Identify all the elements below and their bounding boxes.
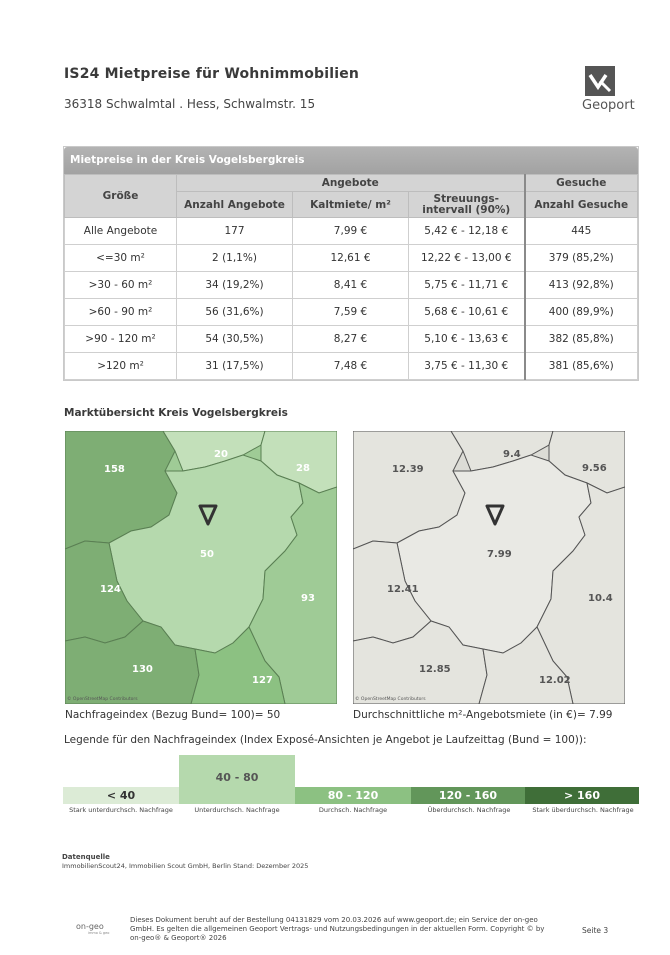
legend-item-label: < 40 [106, 789, 136, 802]
legend-item-label: 80 - 120 [327, 789, 379, 802]
group-gesuche: Gesuche [525, 175, 638, 192]
table-cell: 34 (19,2%) [177, 272, 293, 299]
col-rent-per-sqm: Kaltmiete/ m² [293, 192, 409, 218]
map-label: 10.4 [588, 593, 613, 604]
table-cell: 8,41 € [293, 272, 409, 299]
col-spread: Streuungs- intervall (90%) [409, 192, 525, 218]
table-row [65, 245, 638, 272]
table-cell: 413 (92,8%) [525, 272, 638, 299]
legend-item-description: Stark überdurchsch. Nachfrage [532, 806, 634, 814]
table-cell: 3,75 € - 11,30 € [409, 353, 525, 380]
map-label: 127 [252, 675, 273, 686]
map-label: 93 [301, 593, 315, 604]
table-cell: 7,48 € [293, 353, 409, 380]
map-label: 28 [296, 463, 310, 474]
demand-index-map [65, 431, 337, 704]
map-label: 158 [104, 464, 125, 475]
table-row [65, 353, 638, 380]
table-cell: 400 (89,9%) [525, 299, 638, 326]
table-cell: >30 - 60 m² [65, 272, 177, 299]
legend-item-average [295, 787, 411, 804]
legend-item-description: Unterdurchsch. Nachfrage [194, 806, 280, 814]
legend-item-label: 40 - 80 [215, 771, 259, 784]
page-title: IS24 Mietpreise für Wohnimmobilien [64, 66, 360, 82]
table-cell: <=30 m² [65, 245, 177, 272]
footer-disclaimer: Dieses Dokument beruht auf der Bestellung 04131829 vom 20.03.2026 auf www.geoport.de; ein Service der on-geo GmbH. Es gelten die allgemeinen Geoport Vertrags- und Nutzungsbedingungen in der aktuellen Form. Copyright © by on-geo® & Geoport® 2026 [130, 916, 545, 942]
on-geo-logo [76, 922, 109, 935]
geoport-logo [582, 66, 646, 113]
legend-item-description: Stark unterdurchsch. Nachfrage [69, 806, 173, 814]
demand-index-caption: Nachfrageindex (Bezug Bund= 100)= 50 [65, 709, 281, 721]
table-cell: 12,61 € [293, 245, 409, 272]
table-cell: 12,22 € - 13,00 € [409, 245, 525, 272]
table-cell: 382 (85,8%) [525, 326, 638, 353]
table-caption: Mietpreise in der Kreis Vogelsbergkreis [64, 147, 638, 174]
map-label: 9.56 [582, 463, 607, 474]
table-cell: 379 (85,2%) [525, 245, 638, 272]
map-label: 20 [214, 449, 228, 460]
legend-item-high [411, 787, 525, 804]
market-overview-title: Marktübersicht Kreis Vogelsbergkreis [64, 407, 288, 419]
map-credit: © OpenStreetMap Contributors [67, 697, 138, 702]
table-cell: 381 (85,6%) [525, 353, 638, 380]
table-row [65, 272, 638, 299]
table-cell: 7,99 € [293, 218, 409, 245]
map-label: 50 [200, 549, 214, 560]
location-pin-icon [197, 503, 219, 527]
map-label: 12.41 [387, 584, 419, 595]
table-cell: 5,68 € - 10,61 € [409, 299, 525, 326]
table-cell: 56 (31,6%) [177, 299, 293, 326]
table-cell: >120 m² [65, 353, 177, 380]
table-cell: 5,10 € - 13,63 € [409, 326, 525, 353]
map-label: 12.02 [539, 675, 571, 686]
legend-item-low [179, 755, 295, 804]
table-cell: 54 (30,5%) [177, 326, 293, 353]
col-size: Größe [65, 175, 177, 218]
table-cell: 177 [177, 218, 293, 245]
rent-price-caption: Durchschnittliche m²-Angebotsmiete (in €)= 7.99 [353, 709, 613, 721]
table-cell: Alle Angebote [65, 218, 177, 245]
address: 36318 Schwalmtal . Hess, Schwalmstr. 15 [64, 97, 316, 111]
rent-price-table [63, 146, 639, 381]
group-angebote: Angebote [177, 175, 525, 192]
table-cell: 5,42 € - 12,18 € [409, 218, 525, 245]
on-geo-logo-subtitle: immo & geo [88, 931, 110, 935]
location-pin-icon [484, 503, 506, 527]
legend-item-very-low [63, 787, 179, 804]
table-cell: 7,59 € [293, 299, 409, 326]
legend-item-description: Durchsch. Nachfrage [318, 806, 388, 814]
map-label: 124 [100, 584, 121, 595]
table-cell: >90 - 120 m² [65, 326, 177, 353]
legend-item-label: 120 - 160 [438, 789, 498, 802]
map-label: 12.85 [419, 664, 451, 675]
table-cell: 31 (17,5%) [177, 353, 293, 380]
page-number: Seite 3 [582, 926, 609, 935]
legend-item-description: Überdurchsch. Nachfrage [427, 806, 511, 814]
table-cell: 2 (1,1%) [177, 245, 293, 272]
geoport-logo-icon [585, 66, 615, 96]
map-label: 7.99 [487, 549, 512, 560]
source-heading: Datenquelle [62, 853, 110, 861]
col-count-requests: Anzahl Gesuche [525, 192, 638, 218]
table-cell: 445 [525, 218, 638, 245]
map-credit: © OpenStreetMap Contributors [355, 697, 426, 702]
map-label: 12.39 [392, 464, 424, 475]
table-row [65, 299, 638, 326]
col-count-offers: Anzahl Angebote [177, 192, 293, 218]
table-row [65, 218, 638, 245]
source-text: ImmobilienScout24, Immobilien Scout GmbH, Berlin Stand: Dezember 2025 [62, 862, 309, 870]
map-label: 130 [132, 664, 153, 675]
map-label: 9.4 [503, 449, 521, 460]
table-cell: 8,27 € [293, 326, 409, 353]
table-row [65, 326, 638, 353]
geoport-logo-text: Geoport [582, 98, 635, 113]
on-geo-logo-text: on-geo [76, 922, 104, 931]
legend-item-label: > 160 [563, 789, 600, 802]
table-cell: 5,75 € - 11,71 € [409, 272, 525, 299]
legend-title: Legende für den Nachfrageindex (Index Exposé-Ansichten je Angebot je Laufzeittag (Bund = 100)): [64, 734, 587, 746]
legend-item-very-high [525, 787, 639, 804]
rent-price-map [353, 431, 625, 704]
table-cell: >60 - 90 m² [65, 299, 177, 326]
